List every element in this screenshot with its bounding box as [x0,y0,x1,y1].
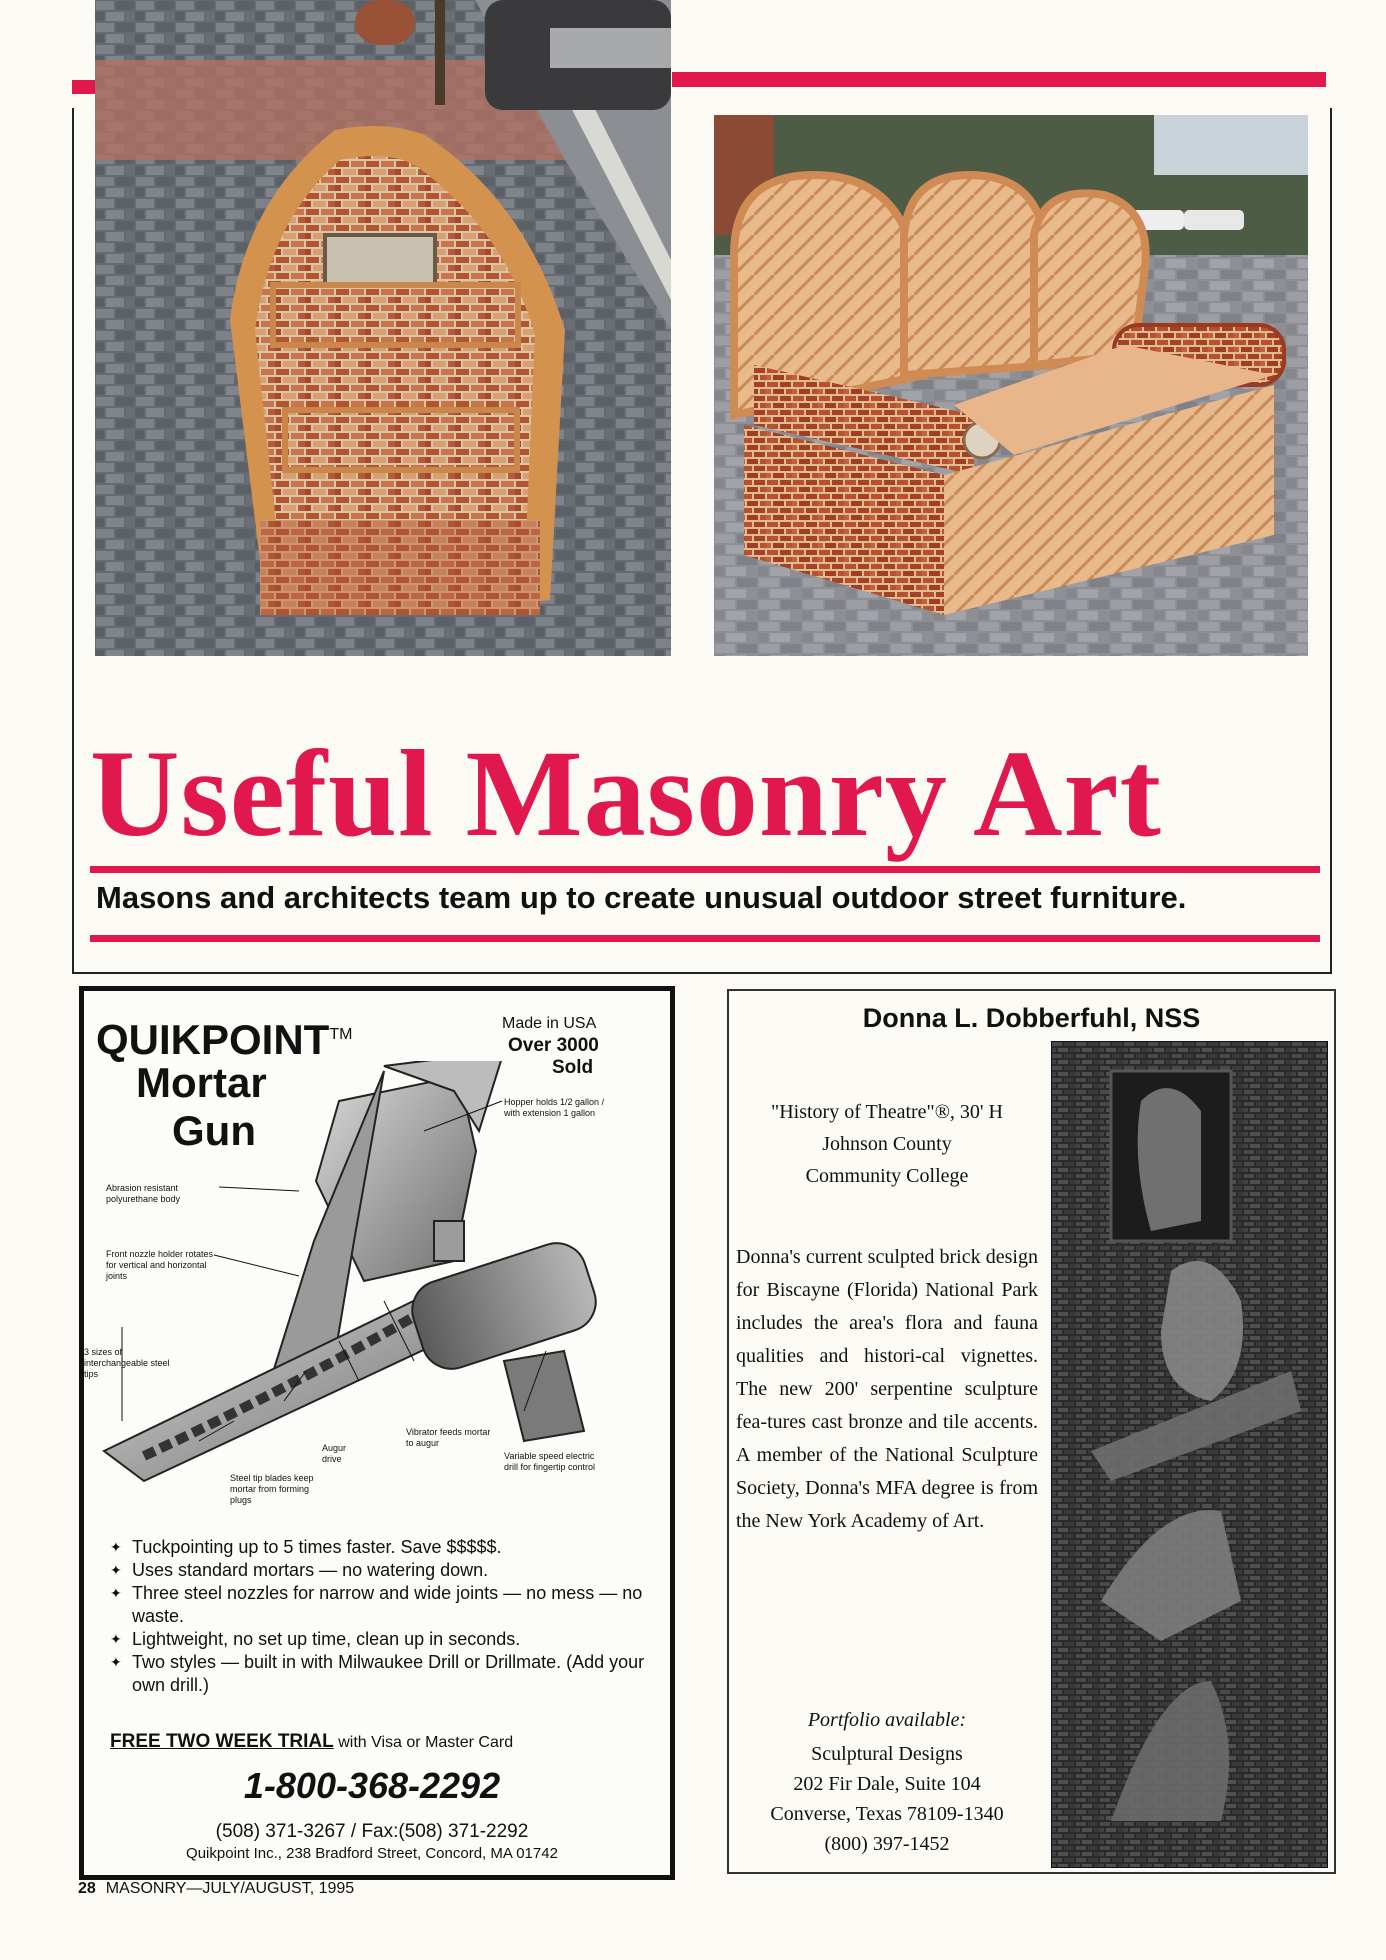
work-place-line2: Community College [805,1165,969,1187]
artist-profile-box [727,989,1336,1874]
frame-right-line [1330,108,1332,974]
ad-address: Quikpoint Inc., 238 Bradford Street, Concord, MA 01742 [186,1845,558,1862]
label-abrasion: Abrasion resistant polyurethane body [106,1183,181,1204]
ad-trial-rest: with Visa or Master Card [333,1734,514,1751]
ad-brand [96,1013,352,1062]
label-vibrator: Vibrator feeds mortar to augur [406,1427,491,1448]
ad-feature-item: ✦ Tuckpointing up to 5 times faster. Save $$$$$. [110,1536,650,1559]
work-title: "History of Theatre"®, 30' H [771,1101,1003,1123]
artist-name: Donna L. Dobberfuhl, NSS [862,1003,1201,1033]
boat-photo-drawing [95,0,671,656]
company-city: Converse, Texas 78109-1340 [770,1803,1004,1825]
company-name: Sculptural Designs [811,1743,963,1765]
quikpoint-advertisement [79,986,675,1880]
artist-bio: Donna's current sculpted brick design for Biscayne (Florida) National Park includes the area's flora and fauna qualities and histori-cal vignettes. The new 200' serpentine sculpture fea-tures cast bronze and tile accents. A member of the National Sculpture Society, Donna's MFA degree is from the New York Academy of Art. [736,1246,1038,1532]
sofa-photo-drawing [714,115,1308,656]
mortar-gun-illustration [84,1061,660,1511]
company-phone: (800) 397-1452 [824,1833,950,1855]
article-subtitle: Masons and architects team up to create unusual outdoor street furniture. [96,880,1187,915]
portfolio-label: Portfolio available: [807,1709,967,1731]
label-tips: 3 sizes of interchangeable steel tips [84,1347,170,1379]
label-blades: Steel tip blades keep mortar from forming plugs [230,1473,314,1505]
label-variable: Variable speed electric drill for fingertip control [504,1451,596,1472]
history-of-theatre-sculpture-photo [1051,1041,1328,1868]
ad-feature-item: ✦ Uses standard mortars — no watering down. [110,1559,650,1582]
ad-sold-line2: Sold [552,1057,594,1078]
article-title: Useful Masonry Art [90,725,1162,862]
ad-trial-line [110,1731,513,1753]
title-rule-top [90,866,1320,873]
frame-bottom-line [72,972,1332,974]
ad-trial-underlined: FREE TWO WEEK TRIAL [110,1731,334,1752]
page-number: 28 [78,1880,96,1897]
label-auger: Augur drive [322,1443,347,1464]
ad-phone-main: 1-800-368-2292 [243,1765,501,1806]
ad-product-line1: Mortar [136,1059,267,1106]
label-front-nozzle: Front nozzle holder rotates for vertical and horizontal joints [106,1249,214,1281]
top-left-rule [72,80,97,94]
frame-left-line [72,108,74,974]
top-right-rule [672,72,1326,87]
title-rule-bottom [90,935,1320,942]
ad-sold-line1: Over 3000 [508,1035,599,1056]
ad-feature-item: ✦ Three steel nozzles for narrow and wide joints — no mess — no waste. [110,1582,650,1628]
ad-phone-fax: (508) 371-3267 / Fax:(508) 371-2292 [215,1821,529,1842]
publication-line: MASONRY—JULY/AUGUST, 1995 [105,1880,355,1897]
ad-made-in: Made in USA [502,1015,597,1032]
brick-boat-bench-photo [95,0,671,656]
ad-feature-list [110,1536,650,1697]
work-place-line1: Johnson County [822,1133,952,1155]
label-hopper: Hopper holds 1/2 gallon / with extension 1 gallon [504,1097,605,1118]
ad-feature-item: ✦ Two styles — built in with Milwaukee Drill or Drillmate. (Add your own drill.) [110,1651,650,1697]
ad-feature-item: ✦ Lightweight, no set up time, clean up in seconds. [110,1628,650,1651]
ad-brand-name: QUIKPOINT [96,1016,330,1063]
ad-product-line2: Gun [172,1107,256,1154]
company-street: 202 Fir Dale, Suite 104 [793,1773,981,1795]
footer [78,1880,354,1898]
ad-trademark: TM [329,1026,353,1043]
brick-sofa-bench-photo [714,115,1308,656]
